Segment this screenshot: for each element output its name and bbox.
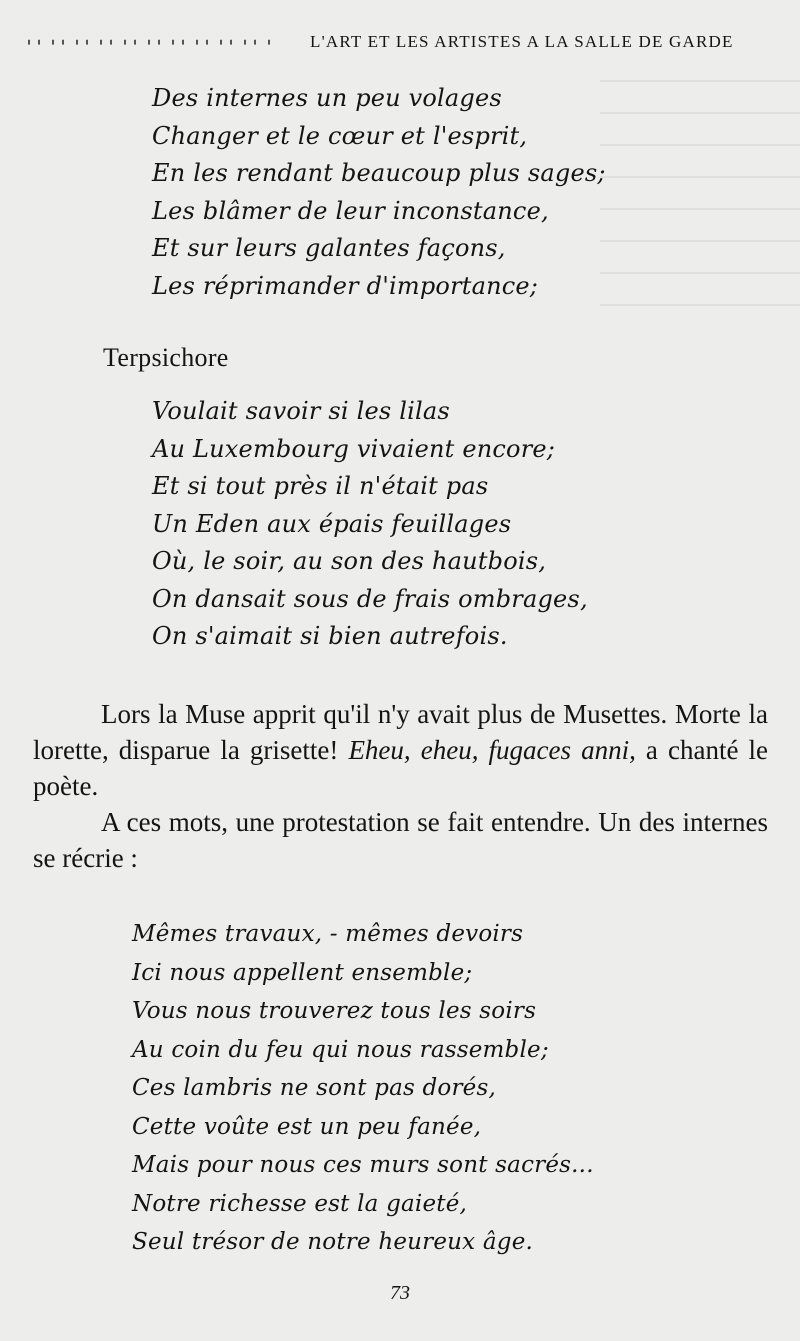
verse-line: Des internes un peu volages (152, 84, 502, 112)
page-number: 73 (390, 1282, 410, 1304)
verse-line: Voulait savoir si les lilas (152, 397, 450, 425)
latin-quote: Eheu, eheu, fugaces anni, (348, 735, 636, 765)
stanza-2 (152, 393, 588, 656)
prose-text: a chanté le poète. (33, 735, 768, 801)
verse-line: Changer et le cœur et l'esprit, (152, 121, 528, 150)
verse-line: On s'aimait si bien autrefois. (152, 622, 508, 650)
bleed-through-texture (600, 80, 800, 330)
verse-line: Les réprimander d'importance; (152, 271, 539, 300)
verse-line: Seul trésor de notre heureux âge. (132, 1229, 534, 1255)
verse-line: Vous nous trouverez tous les soirs (132, 998, 537, 1024)
verse-line: Un Eden aux épais feuillages (152, 509, 512, 538)
prose-block (33, 696, 768, 876)
verse-line: Ces lambris ne sont pas dorés, (132, 1075, 496, 1101)
verse-line: Cette voûte est un peu fanée, (132, 1113, 482, 1140)
verse-line: Mêmes travaux, - mêmes devoirs (132, 921, 524, 947)
header-ornament (28, 35, 278, 47)
verse-line: On dansait sous de frais ombrages, (152, 584, 588, 613)
stanza-1 (152, 80, 606, 305)
speaker-name: Terpsichore (103, 343, 229, 372)
verse-line: Les blâmer de leur inconstance, (152, 196, 549, 225)
prose-text: Lors la Muse apprit qu'il n'y avait plus de Musettes. Morte la lorette, disparue la grisette! (33, 699, 768, 765)
running-header (28, 32, 778, 58)
verse-line: Mais pour nous ces murs sont sacrés... (132, 1152, 594, 1178)
prose-paragraph-1 (33, 696, 768, 804)
stanza-3 (132, 915, 594, 1262)
verse-line: Et si tout près il n'était pas (152, 472, 489, 500)
prose-paragraph-2: A ces mots, une protestation se fait entendre. Un des internes se récrie : (33, 807, 768, 873)
verse-line: Notre richesse est la gaieté, (132, 1190, 468, 1217)
verse-line: En les rendant beaucoup plus sages; (152, 159, 606, 187)
verse-line: Au coin du feu qui nous rassemble; (132, 1036, 549, 1063)
verse-line: Ici nous appellent ensemble; (132, 959, 473, 986)
verse-line: Où, le soir, au son des hautbois, (152, 547, 547, 575)
verse-line: Au Luxembourg vivaient encore; (152, 434, 556, 463)
verse-line: Et sur leurs galantes façons, (152, 234, 506, 262)
running-title: L'ART ET LES ARTISTES A LA SALLE DE GARDE (310, 32, 734, 51)
